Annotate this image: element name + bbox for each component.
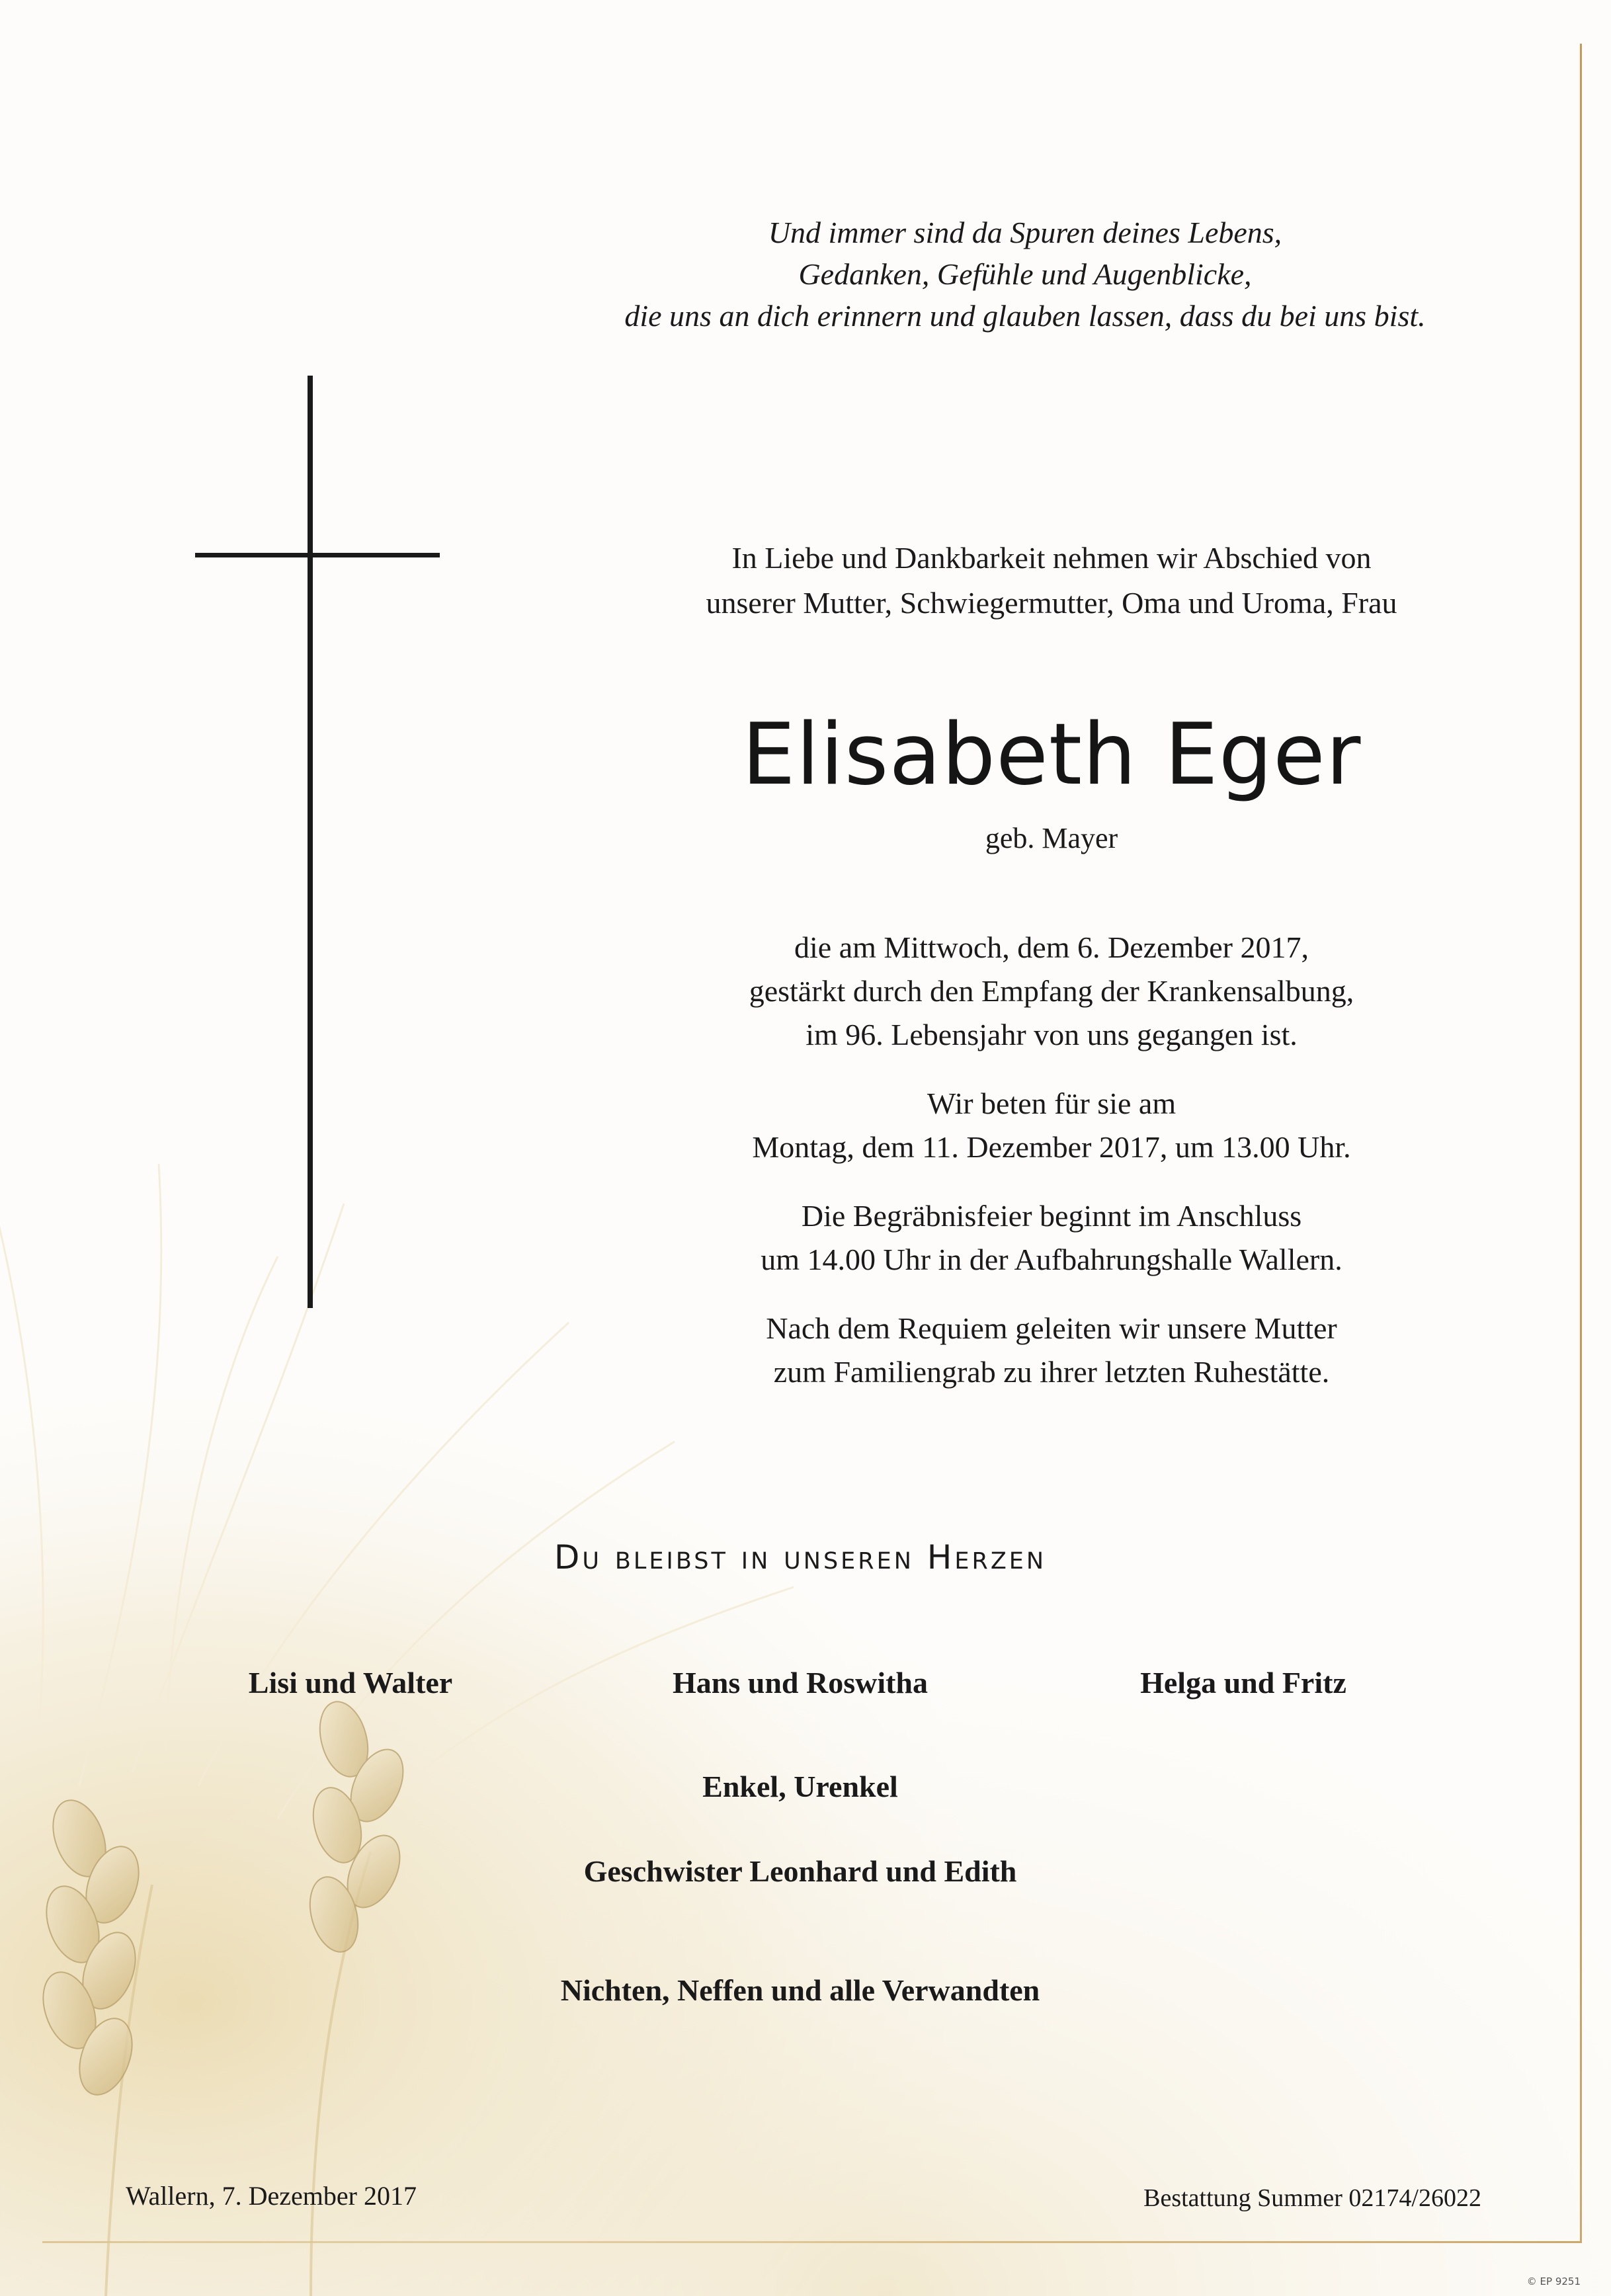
mourner-name: Helga und Fritz xyxy=(1140,1666,1346,1700)
details-line: Nach dem Requiem geleiten wir unsere Mutter xyxy=(766,1311,1337,1345)
details-line: zum Familiengrab zu ihrer letzten Ruhestätte. xyxy=(773,1355,1330,1389)
cross-icon xyxy=(192,376,443,1308)
death-paragraph xyxy=(569,926,1534,1057)
intro-text xyxy=(569,536,1534,626)
intro-line: unserer Mutter, Schwiegermutter, Oma und Uroma, Frau xyxy=(706,586,1397,620)
mourner-name: Enkel, Urenkel xyxy=(702,1770,898,1803)
farewell-heading: Du bleibst in unseren Herzen xyxy=(554,1538,1047,1577)
details-line: Die Begräbnisfeier beginnt im Anschluss xyxy=(801,1199,1302,1233)
funeral-paragraph xyxy=(569,1194,1534,1282)
motto-line: die uns an dich erinnern und glauben lassen, dass du bei uns bist. xyxy=(624,299,1426,333)
details-line: die am Mittwoch, dem 6. Dezember 2017, xyxy=(794,930,1309,964)
maiden-name: geb. Mayer xyxy=(985,822,1118,854)
motto-line: Und immer sind da Spuren deines Lebens, xyxy=(768,216,1282,249)
mourner-name: Nichten, Neffen und alle Verwandten xyxy=(560,1973,1040,2007)
details-line: gestärkt durch den Empfang der Krankensalbung, xyxy=(749,974,1354,1008)
burial-paragraph xyxy=(569,1307,1534,1394)
mourner-name: Geschwister Leonhard und Edith xyxy=(583,1854,1017,1888)
motto-quote xyxy=(569,212,1481,337)
intro-line: In Liebe und Dankbarkeit nehmen wir Abschied von xyxy=(731,541,1372,575)
deceased-name: Elisabeth Eger xyxy=(741,706,1362,804)
mourner-name: Lisi und Walter xyxy=(248,1666,453,1700)
undertaker-contact: Bestattung Summer 02174/26022 xyxy=(1143,2184,1481,2212)
mourner-name: Hans und Roswitha xyxy=(672,1666,929,1700)
motto-line: Gedanken, Gefühle und Augenblicke, xyxy=(798,257,1252,291)
place-date: Wallern, 7. Dezember 2017 xyxy=(126,2181,417,2211)
details-line: um 14.00 Uhr in der Aufbahrungshalle Wallern. xyxy=(761,1243,1342,1276)
announcement-details xyxy=(569,926,1534,1419)
details-line: Montag, dem 11. Dezember 2017, um 13.00 Uhr. xyxy=(752,1130,1351,1164)
copyright-mark: © EP 9251 xyxy=(1526,2276,1581,2287)
details-line: Wir beten für sie am xyxy=(927,1086,1177,1120)
prayer-paragraph xyxy=(569,1082,1534,1169)
details-line: im 96. Lebensjahr von uns gegangen ist. xyxy=(806,1018,1298,1051)
